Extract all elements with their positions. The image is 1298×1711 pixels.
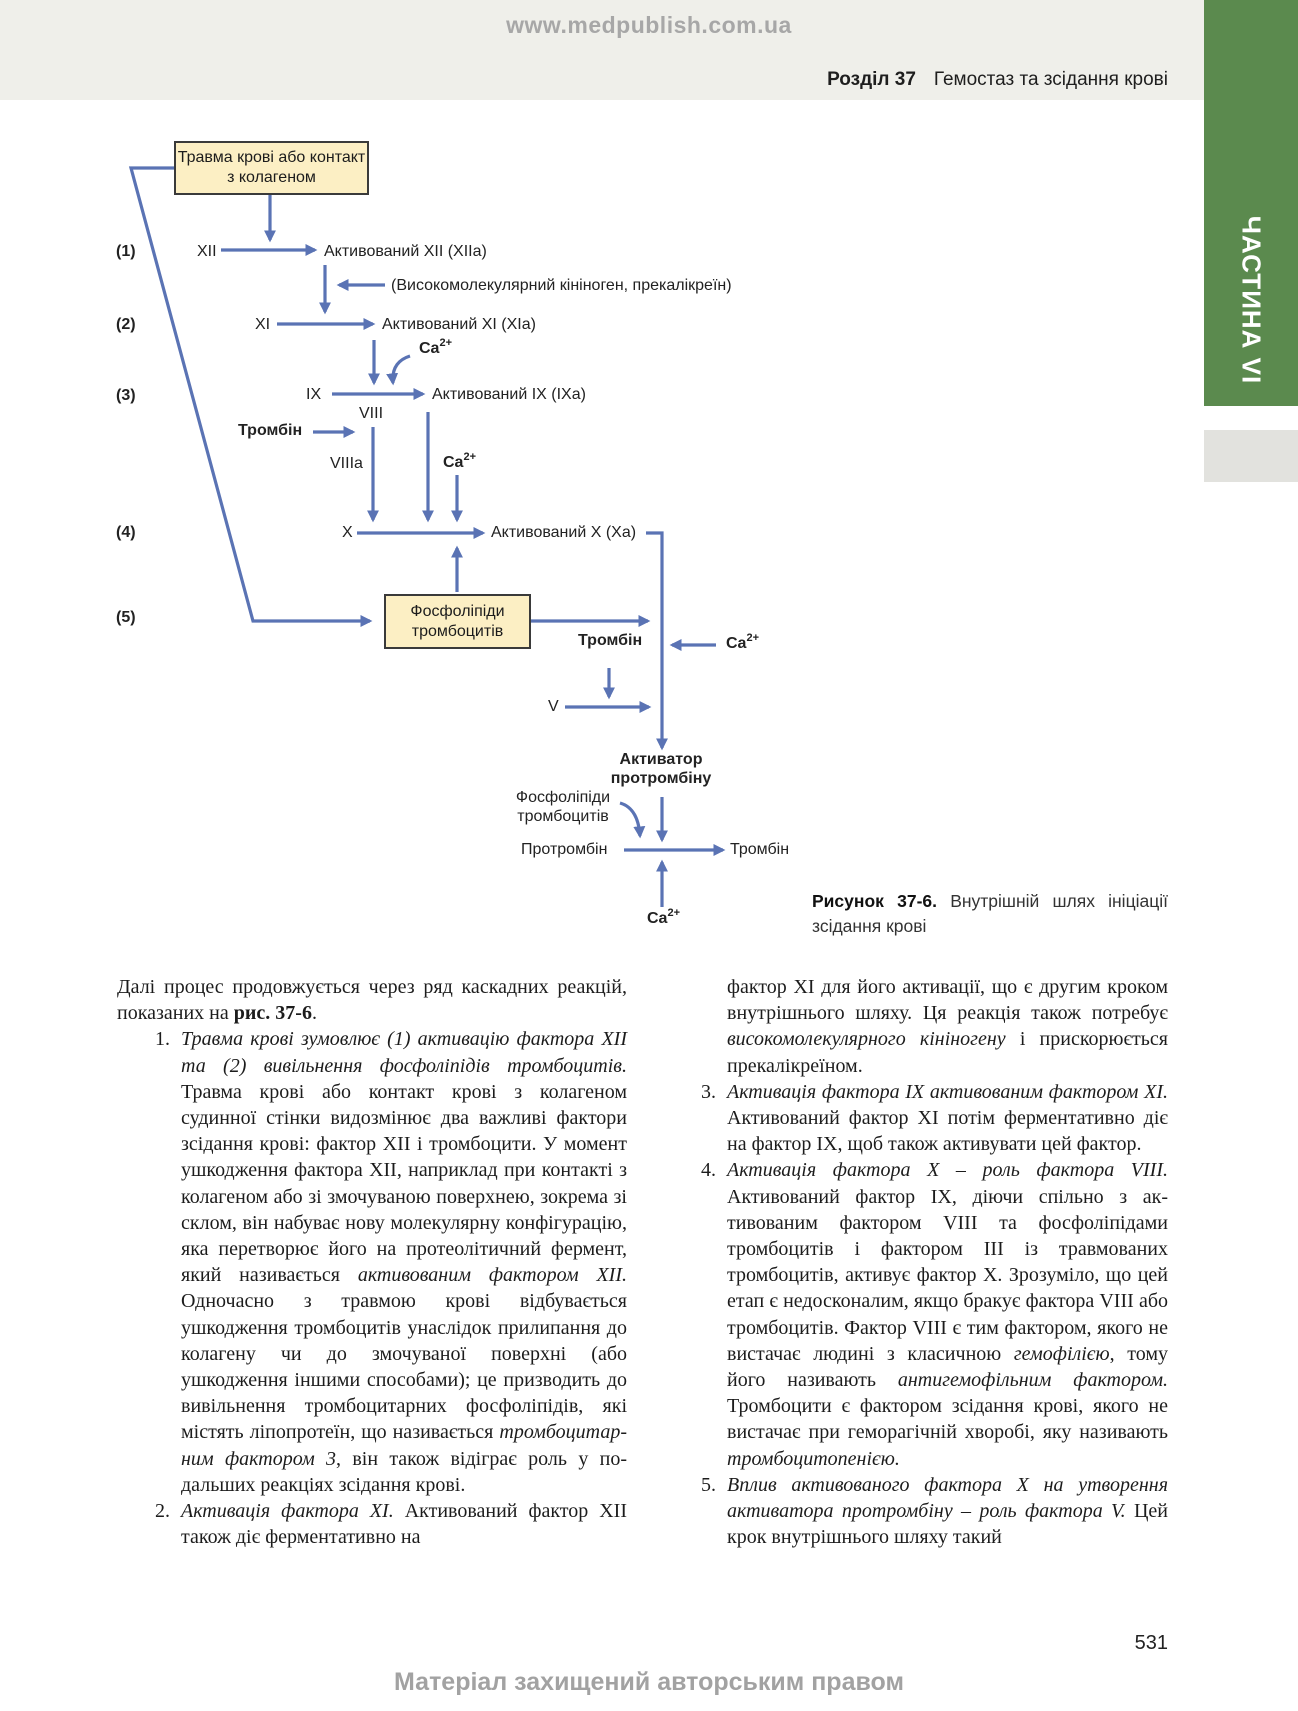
label-xa: Активований X (Xa) bbox=[491, 524, 637, 541]
continued-paragraph: фактор XI для його активації, що є другим кроком внутрішнього шляху. Ця реакція також потребує високомолекулярного кініногену і прискорюється прекалікреїном. bbox=[727, 976, 1168, 1077]
label-thrombin-2: Тромбін bbox=[578, 632, 643, 649]
label-ix: IX bbox=[306, 386, 322, 403]
list-item: 5. Вплив активованого фактора X на утворення активатора протромбіну – роль фактора V. Цей крок внутрішнього шляху такий bbox=[701, 1473, 1168, 1549]
label-viii: VIII bbox=[359, 405, 384, 422]
section-number: Розділ 37 bbox=[827, 69, 916, 90]
label-activator: Активатор протромбіну bbox=[610, 751, 712, 787]
step-label-4: (4) bbox=[116, 524, 136, 541]
label-xiia: Активований XII (XIIa) bbox=[324, 243, 487, 260]
text-column-left bbox=[117, 974, 627, 1550]
list-item: 4. Активація фактора X – роль фактора VIII. Активований фактор IX, діючи спільно з активованим фактором VIII та фосфоліпідами тромбоцитів і фактором III із травмованих тромбоцитів, активує фактор X. Зрозуміло, що цей етап є недосконалим, якщо бракує фактора VIII або тромбоцитів. Фактор VIII є тим фактором, якого не вистачає людині з класичною гемофілією, тому його називають антигемофільним фактором. Тромбоцити є фактором зсідання крові, якого не вистачає при геморагічній хворобі, яку називають тромбоцитопенією. bbox=[701, 1159, 1169, 1470]
item-title: Активація фактора XI. bbox=[181, 1500, 394, 1523]
label-ca-3: $Ca^{2+}$ bbox=[726, 632, 759, 652]
label-ixa: Активований IX (IXa) bbox=[432, 386, 586, 403]
list-item: 2. Активація фактора XI. Активований фактор XII також діє ферментативно на bbox=[155, 1500, 627, 1549]
chapter-title: Гемостаз та зсідання крові bbox=[933, 69, 1168, 90]
text-column-right bbox=[663, 974, 1168, 1550]
label-thrombin-1: Тромбін bbox=[238, 422, 303, 439]
label-prothrombin: Протромбін bbox=[521, 841, 608, 858]
item-title: Травма крові зумовлює (1) активацію фактора XII та (2) вивільнення фосфоліпідів тромбоцитів. bbox=[181, 1028, 627, 1077]
steps-list-right bbox=[663, 1079, 1168, 1551]
figure-reference: рис. 37-6 bbox=[233, 1002, 312, 1025]
label-viiia: VIIIa bbox=[330, 455, 363, 472]
figure-caption-text: Внутрішній шлях ініціації зсідання крові bbox=[812, 891, 1168, 936]
label-xii: XII bbox=[197, 243, 217, 260]
list-item: 3. Активація фактора IX активованим фактором XI. Активований фактор XI потім ферментативно діє на фактор IX, щоб також активувати цей фактор. bbox=[701, 1080, 1168, 1156]
steps-list-left bbox=[117, 1026, 627, 1550]
step-label-1: (1) bbox=[116, 243, 136, 260]
list-item: 1. Травма крові зумовлює (1) активацію фактора XII та (2) вивільнення фосфоліпідів тромбоцитів. Травма крові або контакт крові з колагеном судинної стінки видозмінює два важливі фактори зсідання крові: фактор XII і тромбоцити. У момент ушкодження фактора XII, наприклад при контакті з колагеном або зі змочуваною поверхнею, зокрема зі склом, він набуває нову молекулярну конфігурацію, яка перетворює його на протеолітичний фермент, який називається активованим фактором XII. Одночасно з травмою крові відбувається ушкодження тромбоцитів унаслідок прилипання до колагену чи до змочуваної поверхні (або ушкодження іншими способами); це призводить до вивільнення тромбоцитарних фосфоліпідів, які містять ліпопротеїн, що називається тромбоцитарним фактором 3, він також відіграє роль у подальших реакціях зсідання крові. bbox=[155, 1028, 627, 1496]
step-label-5: (5) bbox=[116, 609, 136, 626]
top-watermark: www.medpublish.com.ua bbox=[506, 12, 792, 38]
label-xia: Активований XI (XIa) bbox=[382, 316, 536, 333]
figure-caption bbox=[812, 889, 1168, 939]
box-trauma: Травма крові або контакт з колагеном bbox=[174, 141, 369, 195]
label-ca-1: $Ca^{2+}$ bbox=[419, 337, 452, 357]
item-title: Активація фактора IX активованим фактором XI. bbox=[727, 1080, 1168, 1103]
label-ca-4: $Ca^{2+}$ bbox=[647, 907, 680, 927]
page-number: 531 bbox=[1134, 1632, 1168, 1654]
label-thrombin-out: Тромбін bbox=[730, 841, 790, 858]
item-title: Вплив активованого фактора X на утворення активатора протромбіну – роль фактора V. bbox=[727, 1473, 1168, 1523]
intro-paragraph: Далі процес продовжується через ряд каскадних реакцій, показаних на рис. 37-6. bbox=[117, 976, 627, 1025]
step-label-3: (3) bbox=[116, 387, 136, 404]
label-ca-2: $Ca^{2+}$ bbox=[443, 451, 476, 471]
box-phospholipids: Фосфоліпіди тромбоцитів bbox=[384, 594, 531, 649]
label-xi: XI bbox=[255, 316, 271, 333]
step-label-2: (2) bbox=[116, 316, 136, 333]
bottom-watermark: Матеріал захищений авторським правом bbox=[394, 1668, 904, 1696]
figure-number: Рисунок 37-6. bbox=[812, 891, 937, 911]
part-tab-label: ЧАСТИНА VI bbox=[1236, 215, 1267, 385]
label-v: V bbox=[548, 698, 559, 715]
label-hmwk: (Високомолекулярний кініноген, прекалікреїн) bbox=[391, 277, 732, 294]
label-x: X bbox=[342, 524, 353, 541]
item-title: Активація фактора X – роль фактора VIII. bbox=[727, 1159, 1168, 1182]
label-phospholipids-2: Фосфоліпіди тромбоцитів bbox=[515, 789, 611, 825]
